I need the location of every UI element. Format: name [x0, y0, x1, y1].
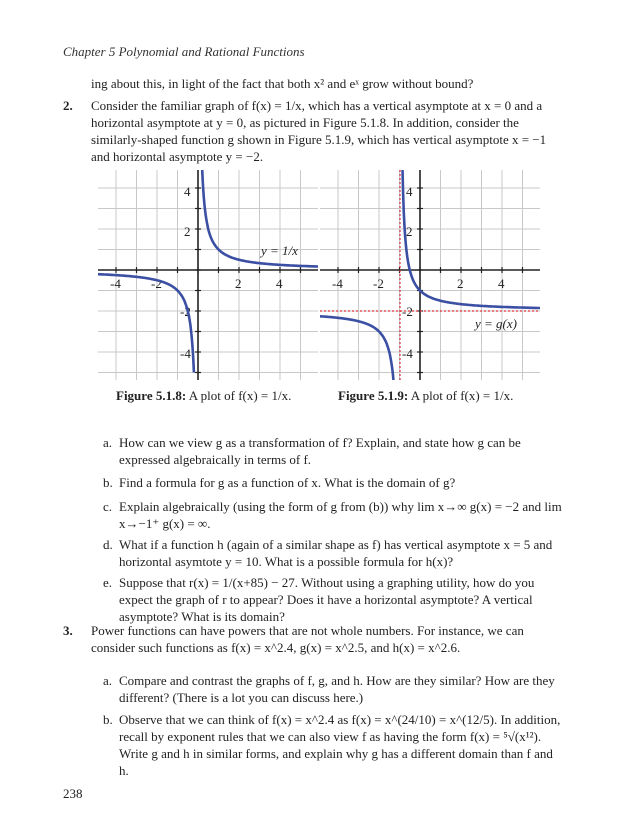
figure-2-ytick: 2 [406, 224, 413, 239]
chapter-header: Chapter 5 Polynomial and Rational Functions [63, 44, 305, 59]
figure-2-curve-label: y = g(x) [475, 316, 517, 331]
figure-1-ytick: -2 [180, 304, 191, 319]
figure-1-caption-text: A plot of f(x) = 1/x. [188, 388, 292, 403]
figure-1-xtick: -4 [110, 276, 121, 291]
figure-1-ytick: 2 [184, 224, 191, 239]
problem-3-text: Power functions can have powers that are not whole numbers. For instance, we can consider such functions as f(x) = x^2.4, g(x) = x^2.5, and h(x) = x^2.6. [91, 623, 524, 655]
figure-2-xtick: 4 [498, 276, 505, 291]
item-2b-label: b. [103, 475, 113, 490]
item-2d-label: d. [103, 537, 113, 552]
problem-3-number: 3. [63, 623, 73, 638]
figure-2-grid [320, 170, 540, 380]
page-number: 238 [63, 786, 83, 801]
figure-1-xtick: 2 [235, 276, 242, 291]
item-2a-label: a. [103, 435, 113, 450]
figure-2-caption [338, 388, 513, 404]
figure-2-ytick: 4 [406, 184, 413, 199]
figure-2-caption-text: A plot of f(x) = 1/x. [410, 388, 514, 403]
figure-1-ytick: 4 [184, 184, 191, 199]
figure-1-caption [116, 388, 291, 404]
item-2a-text: How can we view g as a transformation of f? Explain, and state how g can be expressed algebraically in terms of f. [119, 435, 521, 467]
item-3a-label: a. [103, 673, 113, 688]
intro-line: ing about this, in light of the fact that both x² and eˣ grow without bound? [91, 76, 474, 91]
item-2e-text: Suppose that r(x) = 1/(x+85) − 27. Without using a graphing utility, how do you expect the graph of r to appear? Does it have a horizontal asymptote? A vertical asymptote? What is its domain? [119, 575, 535, 624]
figure-1-plot [98, 170, 318, 380]
item-2b-text: Find a formula for g as a function of x. What is the domain of g? [119, 475, 456, 490]
figure-2-asymptotes [320, 170, 540, 380]
figure-1-ytick: -4 [180, 346, 191, 361]
figure-1-xtick: -2 [151, 276, 162, 291]
problem-2-text: Consider the familiar graph of f(x) = 1/x, which has a vertical asymptote at x = 0 and a horizontal asymptote at y = 0, as pictured in Figure 5.1.8. In addition, consider the similarly-shaped function g shown in Figure 5.1.9, which has vertical asymptote x = −1 and horizontal asymptote y = −2. [91, 98, 547, 164]
figure-2-curve-left [320, 316, 394, 380]
item-2e-label: e. [103, 575, 113, 590]
figure-2-axes [320, 170, 540, 380]
figure-1-xtick: 4 [276, 276, 283, 291]
item-2d-text: What if a function h (again of a similar shape as f) has vertical asymptote x = 5 and horizontal asymtote y = 10. What is a possible formula for h(x)? [119, 537, 553, 569]
item-3b-label: b. [103, 712, 113, 727]
figure-2-ytick: -2 [402, 304, 413, 319]
item-2c-label: c. [103, 499, 113, 514]
figure-2-ytick: -4 [402, 346, 413, 361]
figure-1-curve-label: y = 1/x [261, 243, 298, 258]
item-2c-text: Explain algebraically (using the form of g from (b)) why lim x→∞ g(x) = −2 and lim x→−1⁺ g(x) = ∞. [119, 499, 562, 531]
item-3a-text: Compare and contrast the graphs of f, g, and h. How are they similar? How are they different? (There is a lot you can discuss here.) [119, 673, 555, 705]
figure-2-plot [320, 170, 540, 380]
figure-2-xtick: -4 [332, 276, 343, 291]
figure-2-xtick: 2 [457, 276, 464, 291]
figure-2-caption-label: Figure 5.1.9: [338, 388, 409, 403]
figure-1-caption-label: Figure 5.1.8: [116, 388, 187, 403]
figure-2-xtick: -2 [373, 276, 384, 291]
item-3b-text: Observe that we can think of f(x) = x^2.4 as f(x) = x^(24/10) = x^(12/5). In addition, recall by exponent rules that we can also view f as having the form f(x) = ⁵√(x¹²). Write g and h in similar forms, and explain why g has a different domain than f and h. [119, 712, 561, 778]
figure-2-curve-right [402, 170, 540, 308]
problem-2-number: 2. [63, 98, 73, 113]
